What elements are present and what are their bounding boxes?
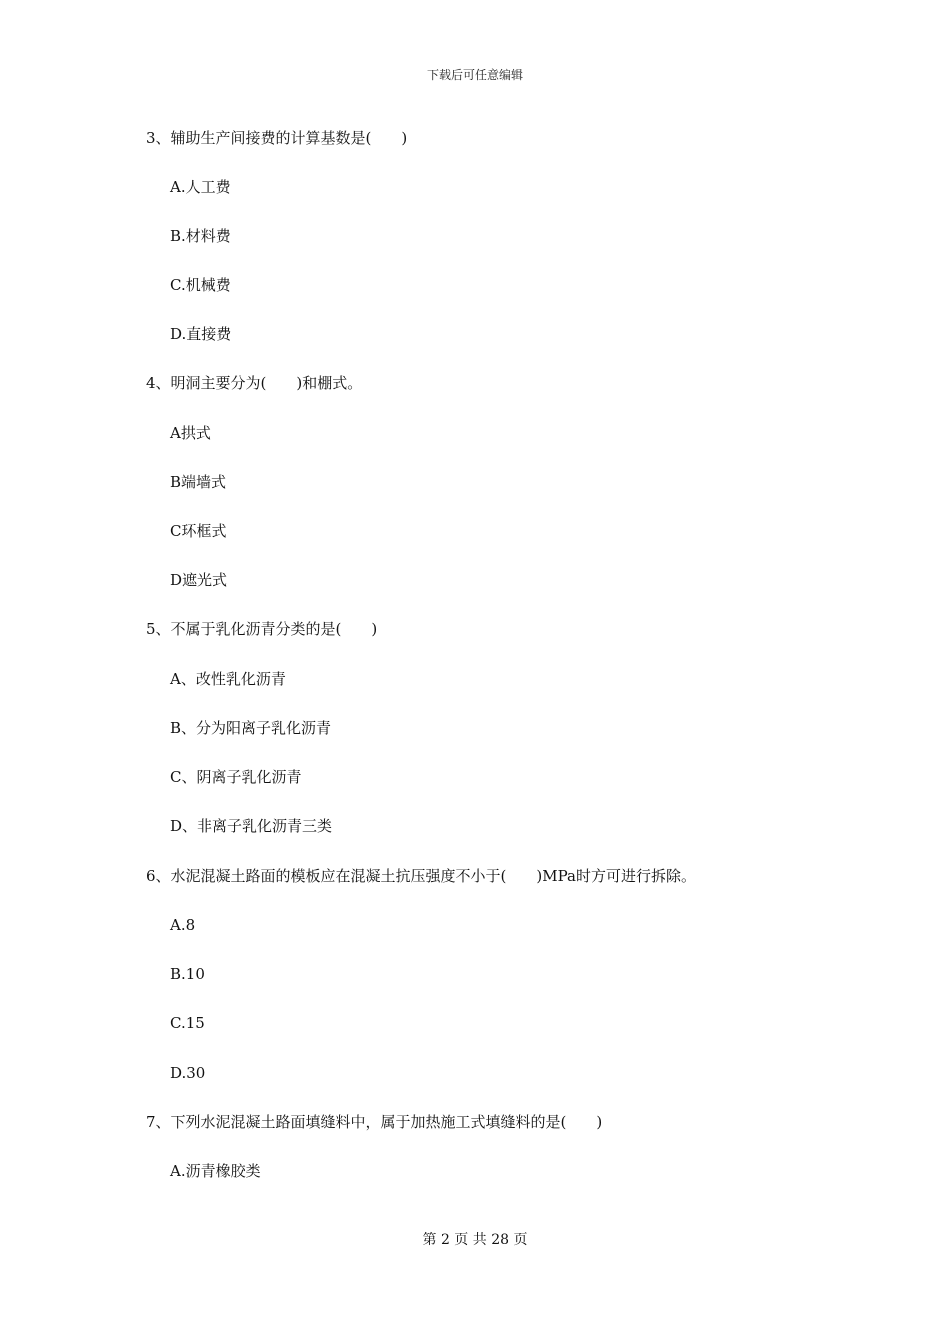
question-6-stem: 6、水泥混凝土路面的模板应在混凝土抗压强度不小于( )MPa时方可进行拆除。	[146, 867, 696, 885]
question-3-option-c: C.机械费	[170, 276, 231, 294]
question-7-option-a: A.沥青橡胶类	[170, 1162, 261, 1180]
question-3-option-b: B.材料费	[170, 227, 231, 245]
question-4-option-d: D遮光式	[170, 571, 228, 589]
page-footer: 第 2 页 共 28 页	[422, 1232, 528, 1248]
question-5-option-c: C、阴离子乳化沥青	[170, 768, 302, 786]
question-5-option-d: D、非离子乳化沥青三类	[170, 817, 333, 835]
question-5-stem: 5、不属于乳化沥青分类的是( )	[146, 620, 378, 638]
question-6-option-d: D.30	[170, 1064, 206, 1082]
question-7-stem: 7、下列水泥混凝土路面填缝料中，属于加热施工式填缝料的是( )	[146, 1113, 603, 1131]
question-6-option-c: C.15	[170, 1014, 205, 1032]
question-5-option-b: B、分为阳离子乳化沥青	[170, 719, 332, 737]
question-3-option-d: D.直接费	[170, 325, 232, 343]
question-4-stem: 4、明洞主要分为( )和棚式。	[146, 374, 363, 392]
question-6-option-b: B.10	[170, 965, 205, 983]
page-header: 下载后可任意编辑	[426, 68, 523, 82]
question-4-option-b: B端墙式	[170, 473, 227, 491]
question-5-option-a: A、改性乳化沥青	[170, 670, 286, 688]
question-4-option-c: C环框式	[170, 522, 227, 540]
question-6-option-a: A.8	[170, 916, 196, 934]
question-4-option-a: A拱式	[170, 424, 211, 442]
question-3-stem: 3、辅助生产间接费的计算基数是( )	[146, 129, 408, 147]
question-3-option-a: A.人工费	[170, 178, 231, 196]
